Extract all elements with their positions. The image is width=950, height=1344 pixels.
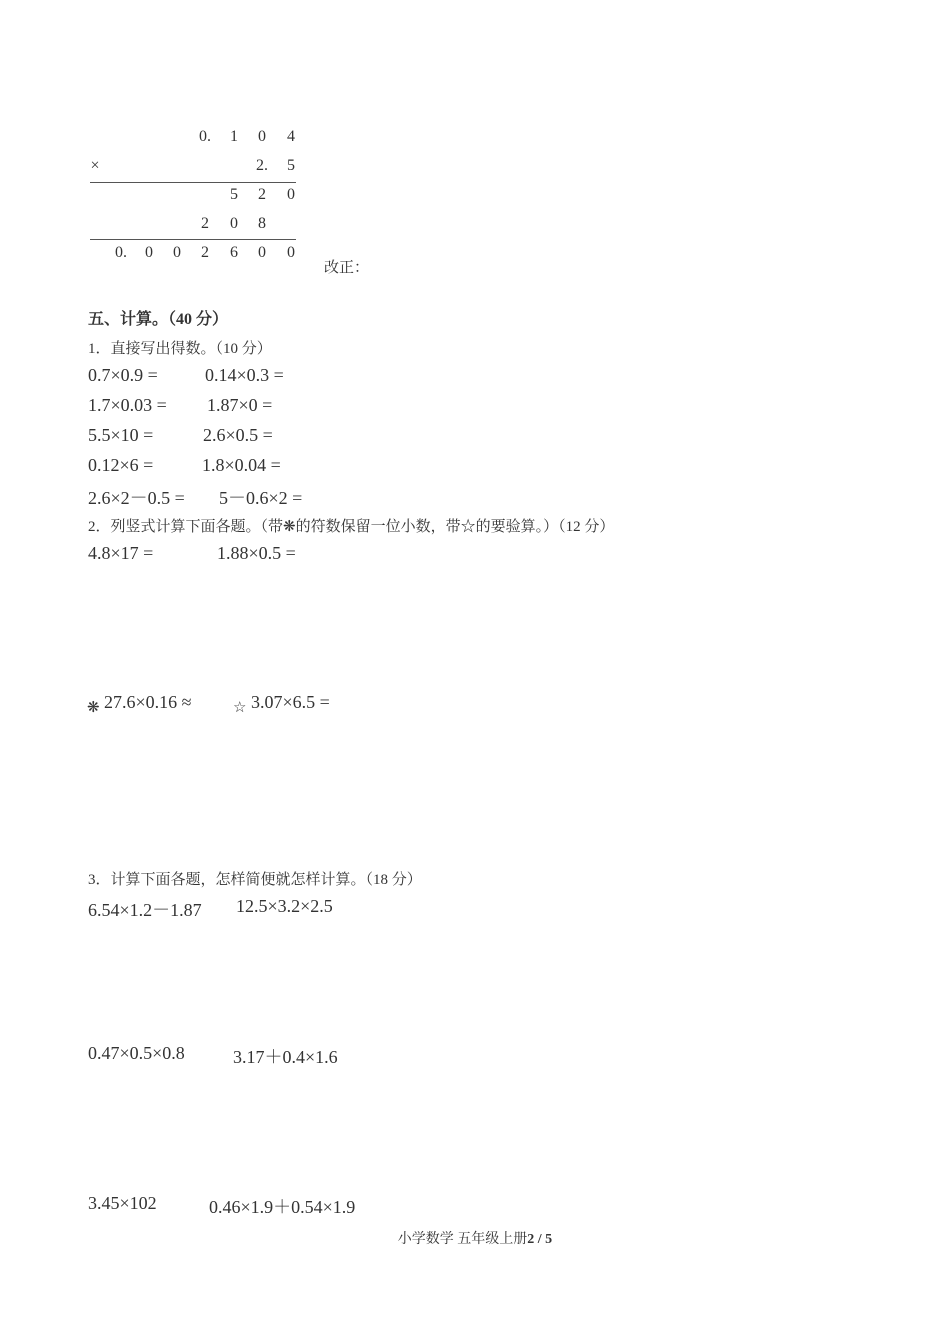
correction-label: 改正：: [324, 260, 370, 276]
digit: 5: [287, 157, 295, 174]
expression: 3.45×102: [88, 1193, 157, 1213]
expression: 4.8×17 =: [88, 543, 154, 563]
expression: 6.54×1.2－1.87: [88, 900, 202, 920]
page-footer: [0, 1228, 950, 1248]
expression: 5.5×10 =: [88, 425, 154, 445]
expression: 0.47×0.5×0.8: [88, 1043, 185, 1063]
expression: 5－0.6×2 =: [219, 488, 303, 508]
rule-line: [90, 239, 296, 240]
digit: 2: [201, 244, 209, 261]
digit: 0: [287, 186, 295, 203]
expression: 1.87×0 =: [207, 395, 273, 415]
page-total: / 5: [534, 1232, 553, 1247]
page-number: 2: [527, 1232, 535, 1247]
star-symbol: ☆: [233, 700, 247, 716]
section-title: 五、计算。（40 分）: [88, 311, 229, 328]
expression: 1.8×0.04 =: [202, 455, 281, 475]
expression: 2.6×2－0.5 =: [88, 488, 185, 508]
digit: 4: [287, 128, 295, 145]
digit: 6: [230, 244, 238, 261]
digit: 8: [258, 215, 266, 232]
expression: 0.12×6 =: [88, 455, 154, 475]
expression: 3.07×6.5 =: [251, 692, 330, 712]
expression: 12.5×3.2×2.5: [236, 896, 333, 916]
digit: 0: [173, 244, 181, 261]
expression: 0.14×0.3 =: [205, 365, 284, 385]
footer-subject: 小学数学 五年级上册: [397, 1232, 528, 1247]
expression: 2.6×0.5 =: [203, 425, 273, 445]
digit: 5: [230, 186, 238, 203]
digit: 2: [258, 186, 266, 203]
digit: 2: [201, 215, 209, 232]
vertical-multiplication: [88, 124, 298, 274]
question-2-title: 2．列竖式计算下面各题。（带❋的符数保留一位小数，带☆的要验算。）（12 分）: [88, 519, 615, 535]
digit: 0.: [199, 128, 211, 145]
rule-line: [90, 182, 296, 183]
digit: 2.: [256, 157, 268, 174]
digit: 0: [258, 244, 266, 261]
digit: 1: [230, 128, 238, 145]
asterisk-symbol: ❋: [87, 700, 100, 716]
digit: 0: [230, 215, 238, 232]
expression: 1.88×0.5 =: [217, 543, 296, 563]
digit: 0: [145, 244, 153, 261]
digit: 0.: [115, 244, 127, 261]
digit: 0: [287, 244, 295, 261]
expression: 27.6×0.16 ≈: [104, 692, 192, 712]
expression: 0.46×1.9＋0.54×1.9: [209, 1197, 356, 1217]
times-sign: ×: [90, 157, 100, 174]
expression: 3.17＋0.4×1.6: [233, 1047, 338, 1067]
question-3-title: 3．计算下面各题，怎样简便就怎样计算。（18 分）: [88, 872, 422, 888]
expression: 1.7×0.03 =: [88, 395, 167, 415]
digit: 0: [258, 128, 266, 145]
expression: 0.7×0.9 =: [88, 365, 158, 385]
question-1-title: 1．直接写出得数。（10 分）: [88, 341, 272, 357]
